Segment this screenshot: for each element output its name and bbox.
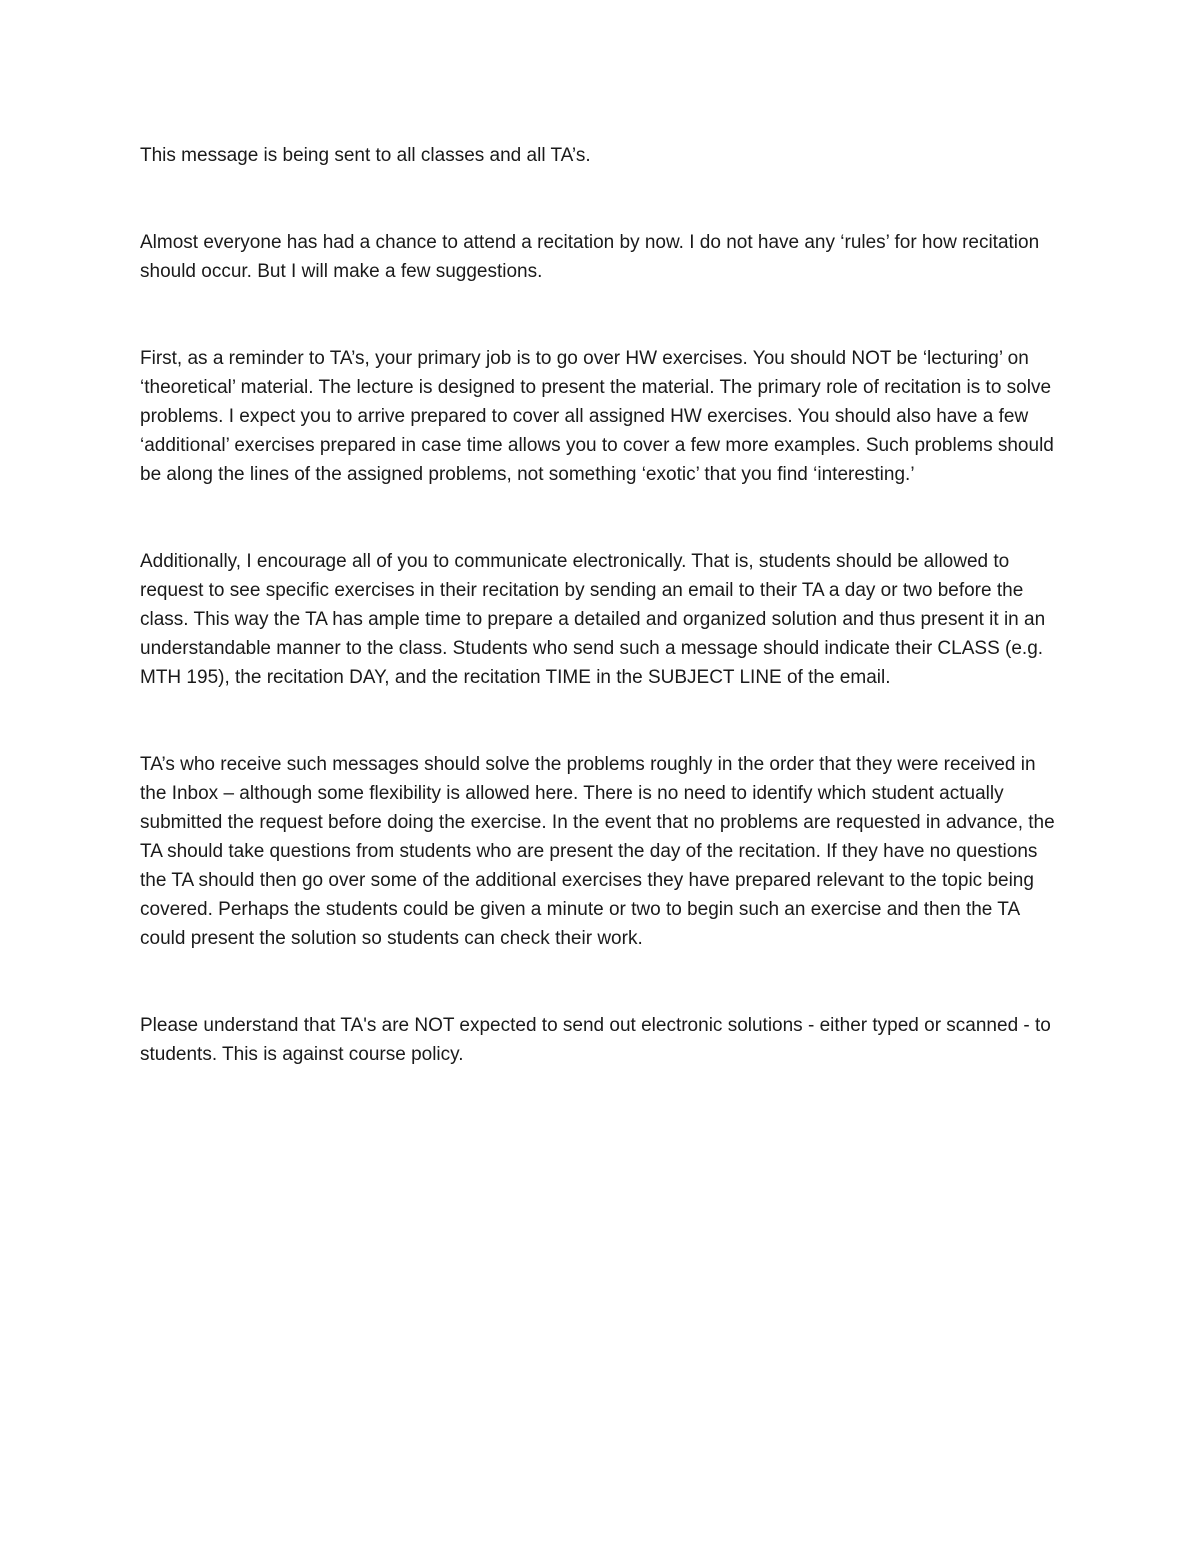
document-body	[140, 141, 1060, 1069]
paragraph-ta-primary-job: First, as a reminder to TA’s, your primary job is to go over HW exercises. You should NOT be ‘lecturing’ on ‘theoretical’ material. The lecture is designed to present the material. The primary role of recitation is to solve problems. I expect you to arrive prepared to cover all assigned HW exercises. You should also have a few ‘additional’ exercises prepared in case time allows you to cover a few more examples. Such problems should be along the lines of the assigned problems, not something ‘exotic’ that you find ‘interesting.’	[140, 348, 1054, 485]
paragraph-course-policy: Please understand that TA's are NOT expected to send out electronic solutions - either typed or scanned - to students. This is against course policy.	[140, 1015, 1051, 1065]
paragraph-intro: This message is being sent to all classes and all TA’s.	[140, 145, 591, 166]
paragraph-electronic-communication: Additionally, I encourage all of you to communicate electronically. That is, students should be allowed to request to see specific exercises in their recitation by sending an email to their TA a day or two before the class. This way the TA has ample time to prepare a detailed and organized solution and thus present it in an understandable manner to the class. Students who send such a message should indicate their CLASS (e.g. MTH 195), the recitation DAY, and the recitation TIME in the SUBJECT LINE of the email.	[140, 551, 1046, 688]
paragraph-recitation-rules: Almost everyone has had a chance to attend a recitation by now. I do not have any ‘rules’ for how recitation should occur. But I will make a few suggestions.	[140, 232, 1040, 282]
paragraph-ta-handling-messages: TA’s who receive such messages should solve the problems roughly in the order that they were received in the Inbox – although some flexibility is allowed here. There is no need to identify which student actually submitted the request before doing the exercise. In the event that no problems are requested in advance, the TA should take questions from students who are present the day of the recitation. If they have no questions the TA should then go over some of the additional exercises they have prepared relevant to the topic being covered. Perhaps the students could be given a minute or two to begin such an exercise and then the TA could present the solution so students can check their work.	[140, 754, 1055, 949]
